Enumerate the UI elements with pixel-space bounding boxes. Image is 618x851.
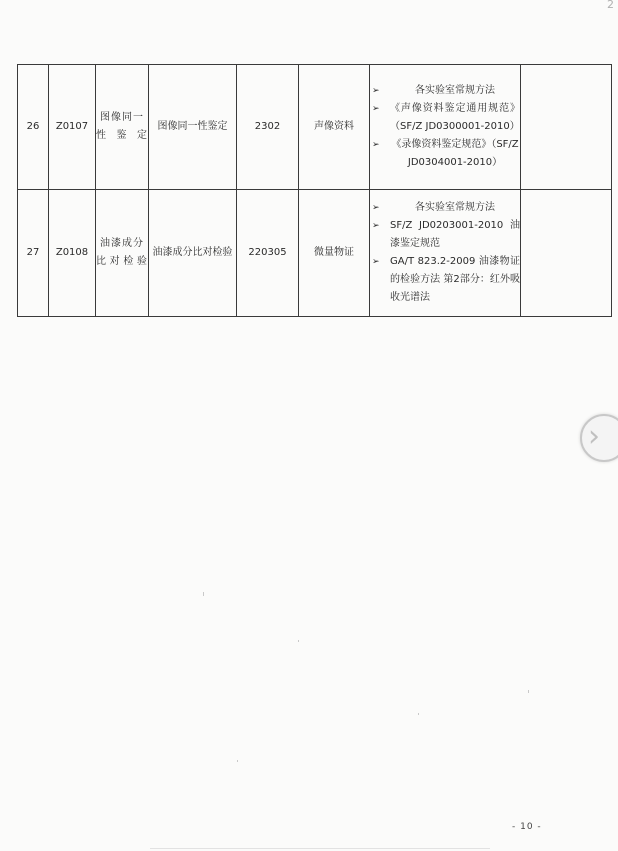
scan-speck [203,592,204,596]
list-item [370,199,520,217]
list-item [370,82,520,100]
method-text: GA/T 823.2-2009 油漆物证的检验方法 第2部分：红外吸收光谱法 [390,256,520,303]
next-page-button[interactable] [580,414,618,462]
row-number: 27 [18,190,49,317]
remarks-cell [521,190,612,317]
arrow-bullet-icon: ➢ [372,221,380,231]
chevron-right-icon: › [588,419,600,454]
scan-speck [237,760,238,762]
list-item [370,217,520,253]
list-item [370,253,520,307]
item-category: 图像同一性鉴定 [96,65,149,190]
method-text: SF/Z JD0203001-2010 油漆鉴定规范 [390,220,520,249]
arrow-bullet-icon: ➢ [372,257,380,267]
arrow-bullet-icon: ➢ [372,86,380,96]
item-name: 油漆成分比对检验 [149,190,237,317]
discipline-field: 微量物证 [299,190,370,317]
method-text: 《录像资料鉴定规范》（SF/Z JD0304001-2010） [391,139,519,168]
method-text: 各实验室常规方法 [415,202,495,213]
scan-speck [528,690,529,693]
table-row [18,190,612,317]
discipline-code: 220305 [237,190,299,317]
item-code: Z0108 [49,190,96,317]
method-list [370,65,521,190]
corner-mark: 2 [607,0,614,11]
list-item [370,136,520,172]
arrow-bullet-icon: ➢ [372,140,380,150]
arrow-bullet-icon: ➢ [372,203,380,213]
item-code: Z0107 [49,65,96,190]
method-text: 各实验室常规方法 [415,85,495,96]
page-number: - 10 - [512,822,542,832]
discipline-code: 2302 [237,65,299,190]
remarks-cell [521,65,612,190]
discipline-field: 声像资料 [299,65,370,190]
appraisal-items-table [17,64,612,317]
method-text: 《声像资料鉴定通用规范》（SF/Z JD0300001-2010） [390,103,520,132]
table-row [18,65,612,190]
method-list [370,190,521,317]
item-category: 油漆成分比对检验 [96,190,149,317]
scan-speck [418,713,419,715]
arrow-bullet-icon: ➢ [372,104,380,114]
scan-speck [298,640,299,642]
row-number: 26 [18,65,49,190]
scan-edge-line [150,848,490,849]
item-name: 图像同一性鉴定 [149,65,237,190]
list-item [370,100,520,136]
